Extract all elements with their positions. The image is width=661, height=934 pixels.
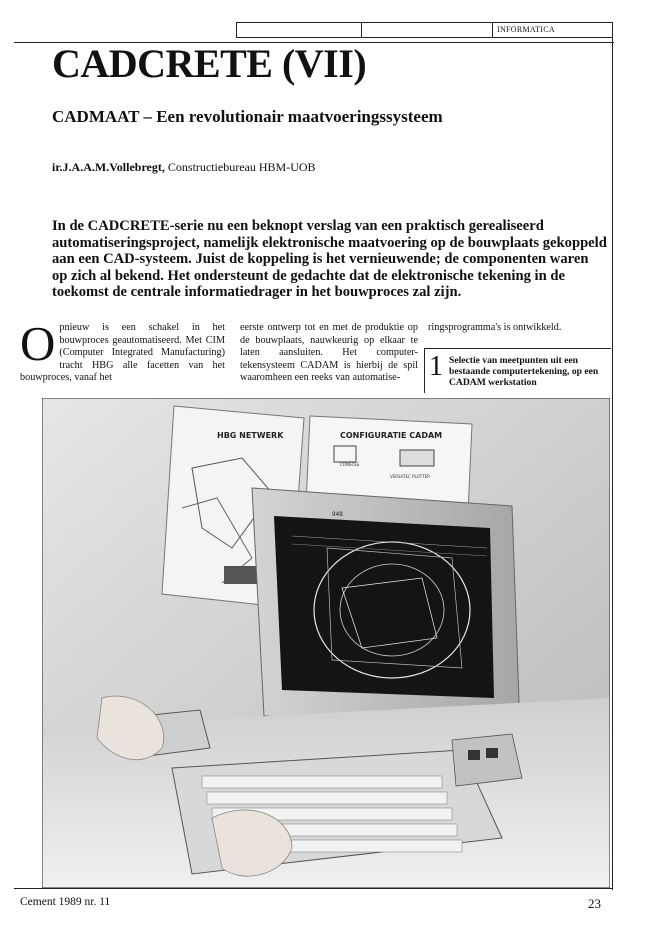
header-tab-empty-2 (361, 22, 493, 38)
article-subtitle: CADMAAT – Een revolutionair maatvoeringssysteem (52, 107, 443, 126)
poster1-label: HBG NETWERK (217, 431, 284, 440)
lead-paragraph: In de CADCRETE-serie nu een beknopt verslag van een praktisch gerealiseerd automatiseringsproject, namelijk elektronische maatvoering op de bouwplaats gekoppeld aan een CAD-systeem. Juist de koppeling is het vernieuwende; de componenten waren op zich al bekend. Het ondersteunt de gedachte dat de elektronische tekening in de toekomst de centrale informatiedrager in het bouwproces zal zijn. (52, 218, 607, 301)
figure-number: 1 (429, 351, 443, 382)
page-title: CADCRETE (VII) (52, 41, 367, 86)
side-device (452, 734, 522, 786)
body-column-3: ringsprogramma's is ontwikkeld. (428, 322, 562, 333)
header-tab-empty-1 (236, 22, 362, 38)
header-section-label: INFORMATICA (492, 22, 613, 38)
figure-caption-box (424, 348, 611, 393)
author-name: ir.J.A.A.M.Vollebregt, (52, 160, 165, 174)
poster2-sublabel-1: CONSOLE (340, 462, 360, 467)
monitor-number: 948 (332, 511, 343, 518)
page-number: 23 (588, 896, 601, 911)
poster2-sublabel-2: VERSATEC PLOTTER (390, 474, 430, 479)
body-column-1 (20, 316, 225, 385)
body-text-col1: pnieuw is een schakel in het bouwproces geautomatiseerd. Met CIM (Computer Integrated Manufacturing) tracht HBG alle facetten van het bouwproces, vanaf het (20, 322, 225, 384)
author-affiliation: Constructiebureau HBM-UOB (167, 160, 316, 174)
figure-caption: Selectie van meetpunten uit een bestaande computertekening, op een CADAM werkstation (449, 355, 599, 388)
photo-cad-workstation (42, 398, 610, 888)
footer-rule (14, 888, 612, 889)
body-column-2: eerste ontwerp tot en met de produktie op de bouwplaats, nauwkeurig op elkaar te laten aansluiten. Het computer-tekensysteem CADAM is hierbij de spil waaromheen een reeks van automatise- (240, 322, 418, 384)
dropcap: O (20, 316, 56, 371)
footer-journal: Cement 1989 nr. 11 (20, 896, 111, 908)
author-line (52, 160, 316, 175)
frame-right-border (612, 22, 613, 890)
poster2-label: CONFIGURATIE CADAM (340, 431, 443, 440)
